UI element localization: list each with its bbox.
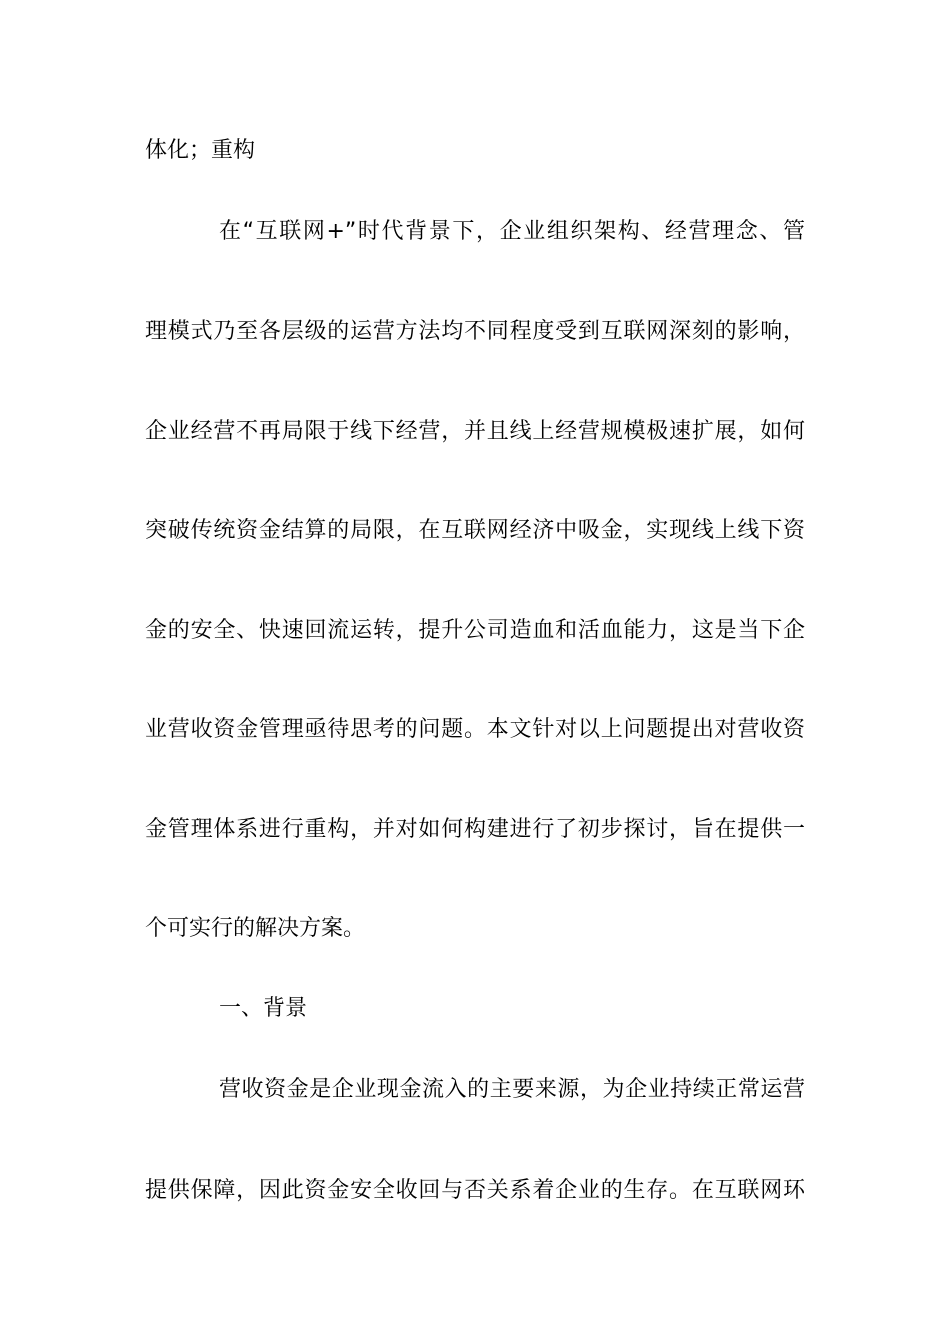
paragraph-1-line-2: 理模式乃至各层级的运营方法均不同程度受到互联网深刻的影响， <box>145 319 805 344</box>
paragraph-1-line-3: 企业经营不再局限于线下经营，并且线上经营规模极速扩展，如何 <box>145 419 805 444</box>
paragraph-1-line-7: 金管理体系进行重构，并对如何构建进行了初步探讨，旨在提供一 <box>145 817 805 842</box>
paragraph-1-line-5: 金的安全、快速回流运转，提升公司造血和活血能力，这是当下企 <box>145 618 805 643</box>
paragraph-2-line-1: 营收资金是企业现金流入的主要来源，为企业持续正常运营 <box>219 1077 805 1102</box>
paragraph-1-line-4: 突破传统资金结算的局限，在互联网经济中吸金，实现线上线下资 <box>145 518 805 543</box>
paragraph-1-line-6: 业营收资金管理亟待思考的问题。本文针对以上问题提出对营收资 <box>145 717 805 742</box>
section-heading-background: 一、背景 <box>219 996 308 1021</box>
text-line-keywords-end: 体化；重构 <box>145 138 256 163</box>
paragraph-1-line-1: 在“互联网+”时代背景下，企业组织架构、经营理念、管 <box>219 219 805 244</box>
paragraph-1-line-8: 个可实行的解决方案。 <box>145 916 366 941</box>
paragraph-2-line-2: 提供保障，因此资金安全收回与否关系着企业的生存。在互联网环 <box>145 1178 805 1203</box>
